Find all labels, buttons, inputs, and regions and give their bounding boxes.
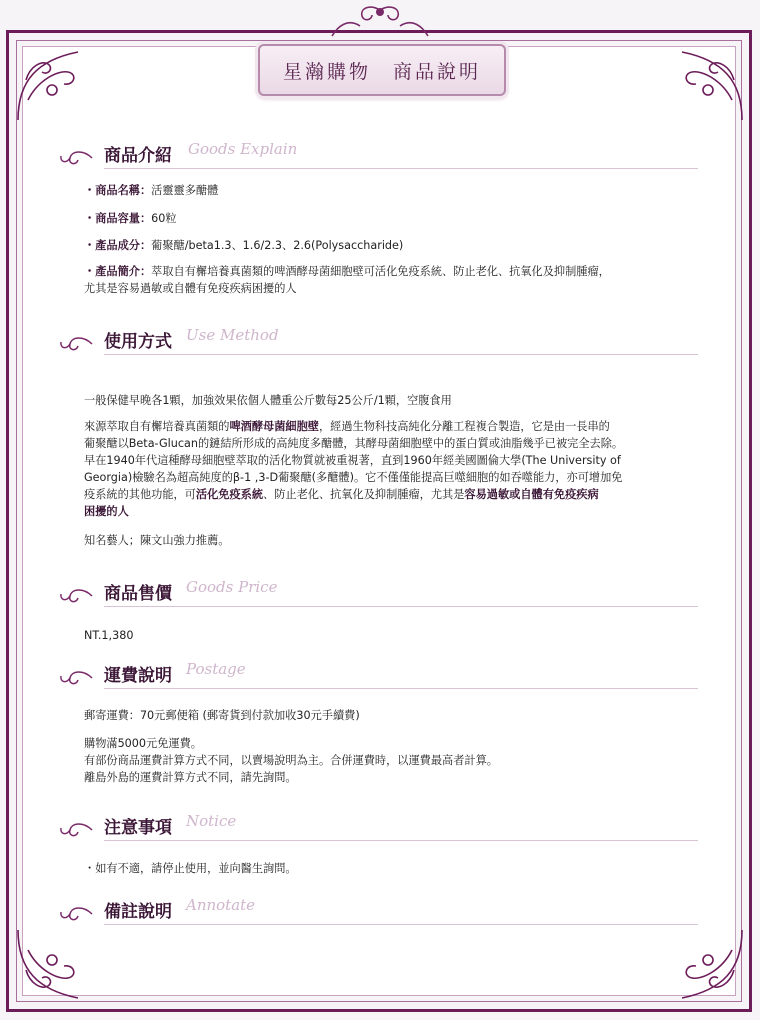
section-intro-header <box>58 140 698 170</box>
text-span: 、防止老化、抗氧化及抑制腫瘤，尤其是 <box>263 488 465 501</box>
highlight-text: 容易過敏或自體有免疫疾病 <box>464 488 599 501</box>
section-method-header <box>58 326 698 356</box>
highlight-text: 啤酒酵母菌細胞壁 <box>229 420 319 433</box>
section-title: 運費說明 <box>104 666 172 686</box>
price-value: NT.1,380 <box>84 629 134 642</box>
swirl-icon <box>58 148 94 168</box>
divider <box>104 354 698 355</box>
section-subtitle: Annotate <box>186 896 256 914</box>
swirl-icon <box>58 334 94 354</box>
text-span: Georgia)檢驗名為超高純度的β-1 ,3-D葡聚醣(多醣體)。它不僅僅能提高巨噬細胞的如吞噬能力，亦可增加免 <box>84 471 623 484</box>
field-value: 尤其是容易過敏或自體有免疫疾病困擾的人 <box>84 282 297 295</box>
highlight-text: 活化免疫系統 <box>195 488 264 501</box>
postage-info <box>84 735 700 786</box>
text-span: 來源萃取自有檞培養真菌類的 <box>84 420 230 433</box>
divider <box>104 688 698 689</box>
corner-ornament-icon <box>662 40 752 130</box>
section-title: 注意事項 <box>104 818 172 838</box>
field-value: 活靈靈多醣體 <box>151 184 219 197</box>
field-value: 葡聚醣/beta1.3、1.6/2.3、2.6(Polysaccharide) <box>151 239 404 252</box>
section-annotate-header <box>58 896 698 926</box>
divider <box>104 924 698 925</box>
section-subtitle: Goods Explain <box>188 140 298 158</box>
text-span: ，經過生物科技高純化分離工程複合製造，它是由一長串的 <box>318 420 610 433</box>
divider <box>104 606 698 607</box>
text-span: 離島外島的運費計算方式不同，請先詢問。 <box>84 771 297 784</box>
text-span: 早在1940年代這種酵母細胞壁萃取的活化物質就被重視著，直到1960年經美國圖倫大學(The University of <box>84 454 621 467</box>
section-subtitle: Use Method <box>186 326 279 344</box>
corner-ornament-icon <box>662 920 752 1010</box>
divider <box>104 168 698 169</box>
section-subtitle: Postage <box>186 660 246 678</box>
title-plate <box>258 44 506 96</box>
section-subtitle: Notice <box>186 812 237 830</box>
section-title: 使用方式 <box>104 332 172 352</box>
field-label: ・產品成分： <box>84 239 152 252</box>
section-notice-header <box>58 812 698 842</box>
page-title: 星瀚購物 商品說明 <box>282 60 481 83</box>
section-subtitle: Goods Price <box>186 578 278 596</box>
swirl-icon <box>58 904 94 924</box>
product-name-row <box>84 182 700 199</box>
text-span: 購物滿5000元免運費。 <box>84 737 202 750</box>
section-title: 商品介紹 <box>104 146 172 166</box>
corner-ornament-icon <box>8 920 98 1010</box>
endorsement-text: 知名藝人；陳文山強力推薦。 <box>84 534 230 547</box>
text-span: 有部份商品運費計算方式不同，以賣場說明為主。合併運費時，以運費最高者計算。 <box>84 754 498 767</box>
corner-ornament-icon <box>8 40 98 130</box>
top-ornament-icon <box>330 2 430 42</box>
highlight-text: 困擾的人 <box>84 505 129 518</box>
product-ingredient-row <box>84 237 700 254</box>
product-capacity-row <box>84 210 700 227</box>
text-span: 葡聚醣以Beta-Glucan的鏈結所形成的高純度多醣體，其酵母菌細胞壁中的蛋白質或油脂幾乎已被完全去除。 <box>84 437 624 450</box>
swirl-icon <box>58 820 94 840</box>
postage-fee-text: 郵寄運費：70元郵便箱 (郵寄貨到付款加收30元手續費) <box>84 709 360 722</box>
swirl-icon <box>58 586 94 606</box>
usage-text: 一般保健早晚各1顆，加強效果依個人體重公斤數每25公斤/1顆，空腹食用 <box>84 394 452 407</box>
field-value: 60粒 <box>151 212 177 225</box>
notice-text: ・如有不適，請停止使用，並向醫生詢問。 <box>84 862 297 875</box>
section-postage-header <box>58 660 698 690</box>
divider <box>104 840 698 841</box>
field-value: 萃取自有檞培養真菌類的啤酒酵母菌細胞壁可活化免疫系統、防止老化、抗氧化及抑制腫瘤， <box>151 265 610 278</box>
field-label: ・商品名稱： <box>84 184 152 197</box>
swirl-icon <box>58 668 94 688</box>
section-title: 商品售價 <box>104 584 172 604</box>
text-span: 疫系統的其他功能，可 <box>84 488 196 501</box>
section-price-header <box>58 578 698 608</box>
field-label: ・商品容量： <box>84 212 152 225</box>
description-paragraph <box>84 418 700 520</box>
product-summary-row <box>84 263 700 297</box>
field-label: ・產品簡介： <box>84 265 152 278</box>
section-title: 備註說明 <box>104 902 172 922</box>
